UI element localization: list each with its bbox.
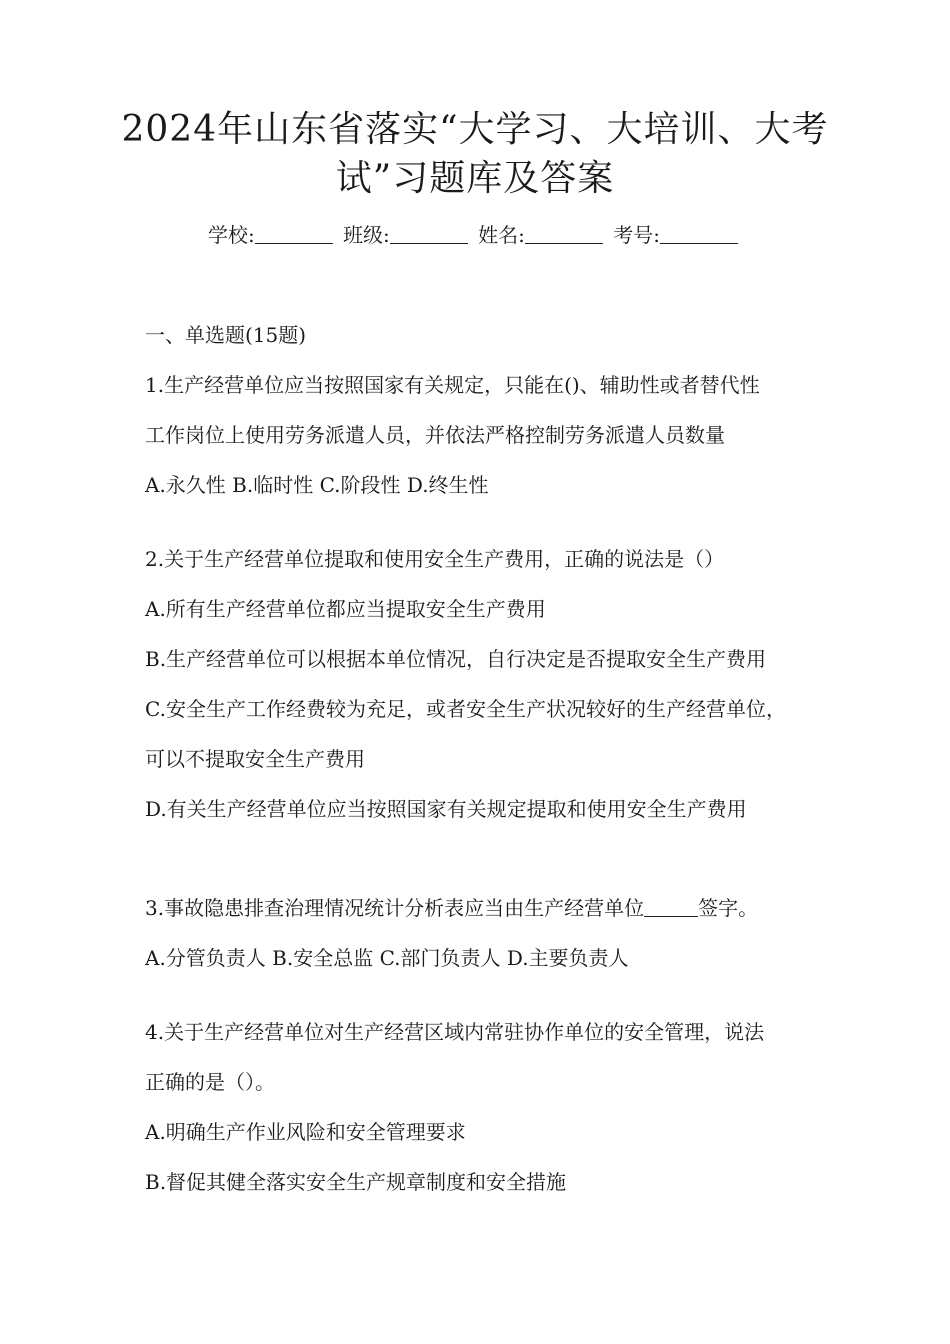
q2-option-c-line-1: C.安全生产工作经费较为充足，或者安全生产状况较好的生产经营单位， [145, 697, 786, 721]
school-blank [255, 223, 333, 244]
section-heading: 一、单选题(15题) [145, 323, 307, 347]
q4-option-b: B.督促其健全落实安全生产规章制度和安全措施 [145, 1170, 567, 1194]
q4-option-a: A.明确生产作业风险和安全管理要求 [145, 1120, 466, 1144]
name-label: 姓名: [478, 223, 525, 247]
name-blank [525, 223, 603, 244]
exam-number-label: 考号: [613, 223, 661, 247]
school-label: 学校: [207, 223, 255, 247]
class-label: 班级: [343, 223, 390, 247]
q4-stem-line-2: 正确的是（）。 [145, 1070, 275, 1094]
q1-stem-line-1: 1.生产经营单位应当按照国家有关规定，只能在()、辅助性或者替代性 [145, 373, 760, 397]
exam-number-blank [660, 223, 738, 244]
q2-option-b: B.生产经营单位可以根据本单位情况，自行决定是否提取安全生产费用 [145, 647, 767, 671]
q3-stem-after: 签字。 [698, 896, 759, 920]
student-info-row [0, 220, 950, 250]
q4-stem-line-1: 4.关于生产经营单位对生产经营区域内常驻协作单位的安全管理，说法 [145, 1020, 765, 1044]
document-title-line-2: 试”习题库及答案 [335, 158, 615, 199]
q3-fill-blank [644, 896, 698, 917]
q2-option-d: D.有关生产经营单位应当按照国家有关规定提取和使用安全生产费用 [145, 797, 747, 821]
q2-option-a: A.所有生产经营单位都应当提取安全生产费用 [145, 597, 546, 621]
q3-stem [145, 893, 835, 923]
document-title-line-1: 2024年山东省落实“大学习、大培训、大考 [121, 109, 829, 150]
q1-options: A.永久性 B.临时性 C.阶段性 D.终生性 [145, 473, 489, 497]
q2-stem: 2.关于生产经营单位提取和使用安全生产费用，正确的说法是（） [145, 547, 725, 571]
q2-option-c-line-2: 可以不提取安全生产费用 [145, 747, 365, 771]
q1-stem-line-2: 工作岗位上使用劳务派遣人员，并依法严格控制劳务派遣人员数量 [145, 423, 725, 447]
class-blank [390, 223, 468, 244]
q3-options: A.分管负责人 B.安全总监 C.部门负责人 D.主要负责人 [145, 946, 629, 970]
q3-stem-before: 3.事故隐患排查治理情况统计分析表应当由生产经营单位 [145, 896, 645, 920]
